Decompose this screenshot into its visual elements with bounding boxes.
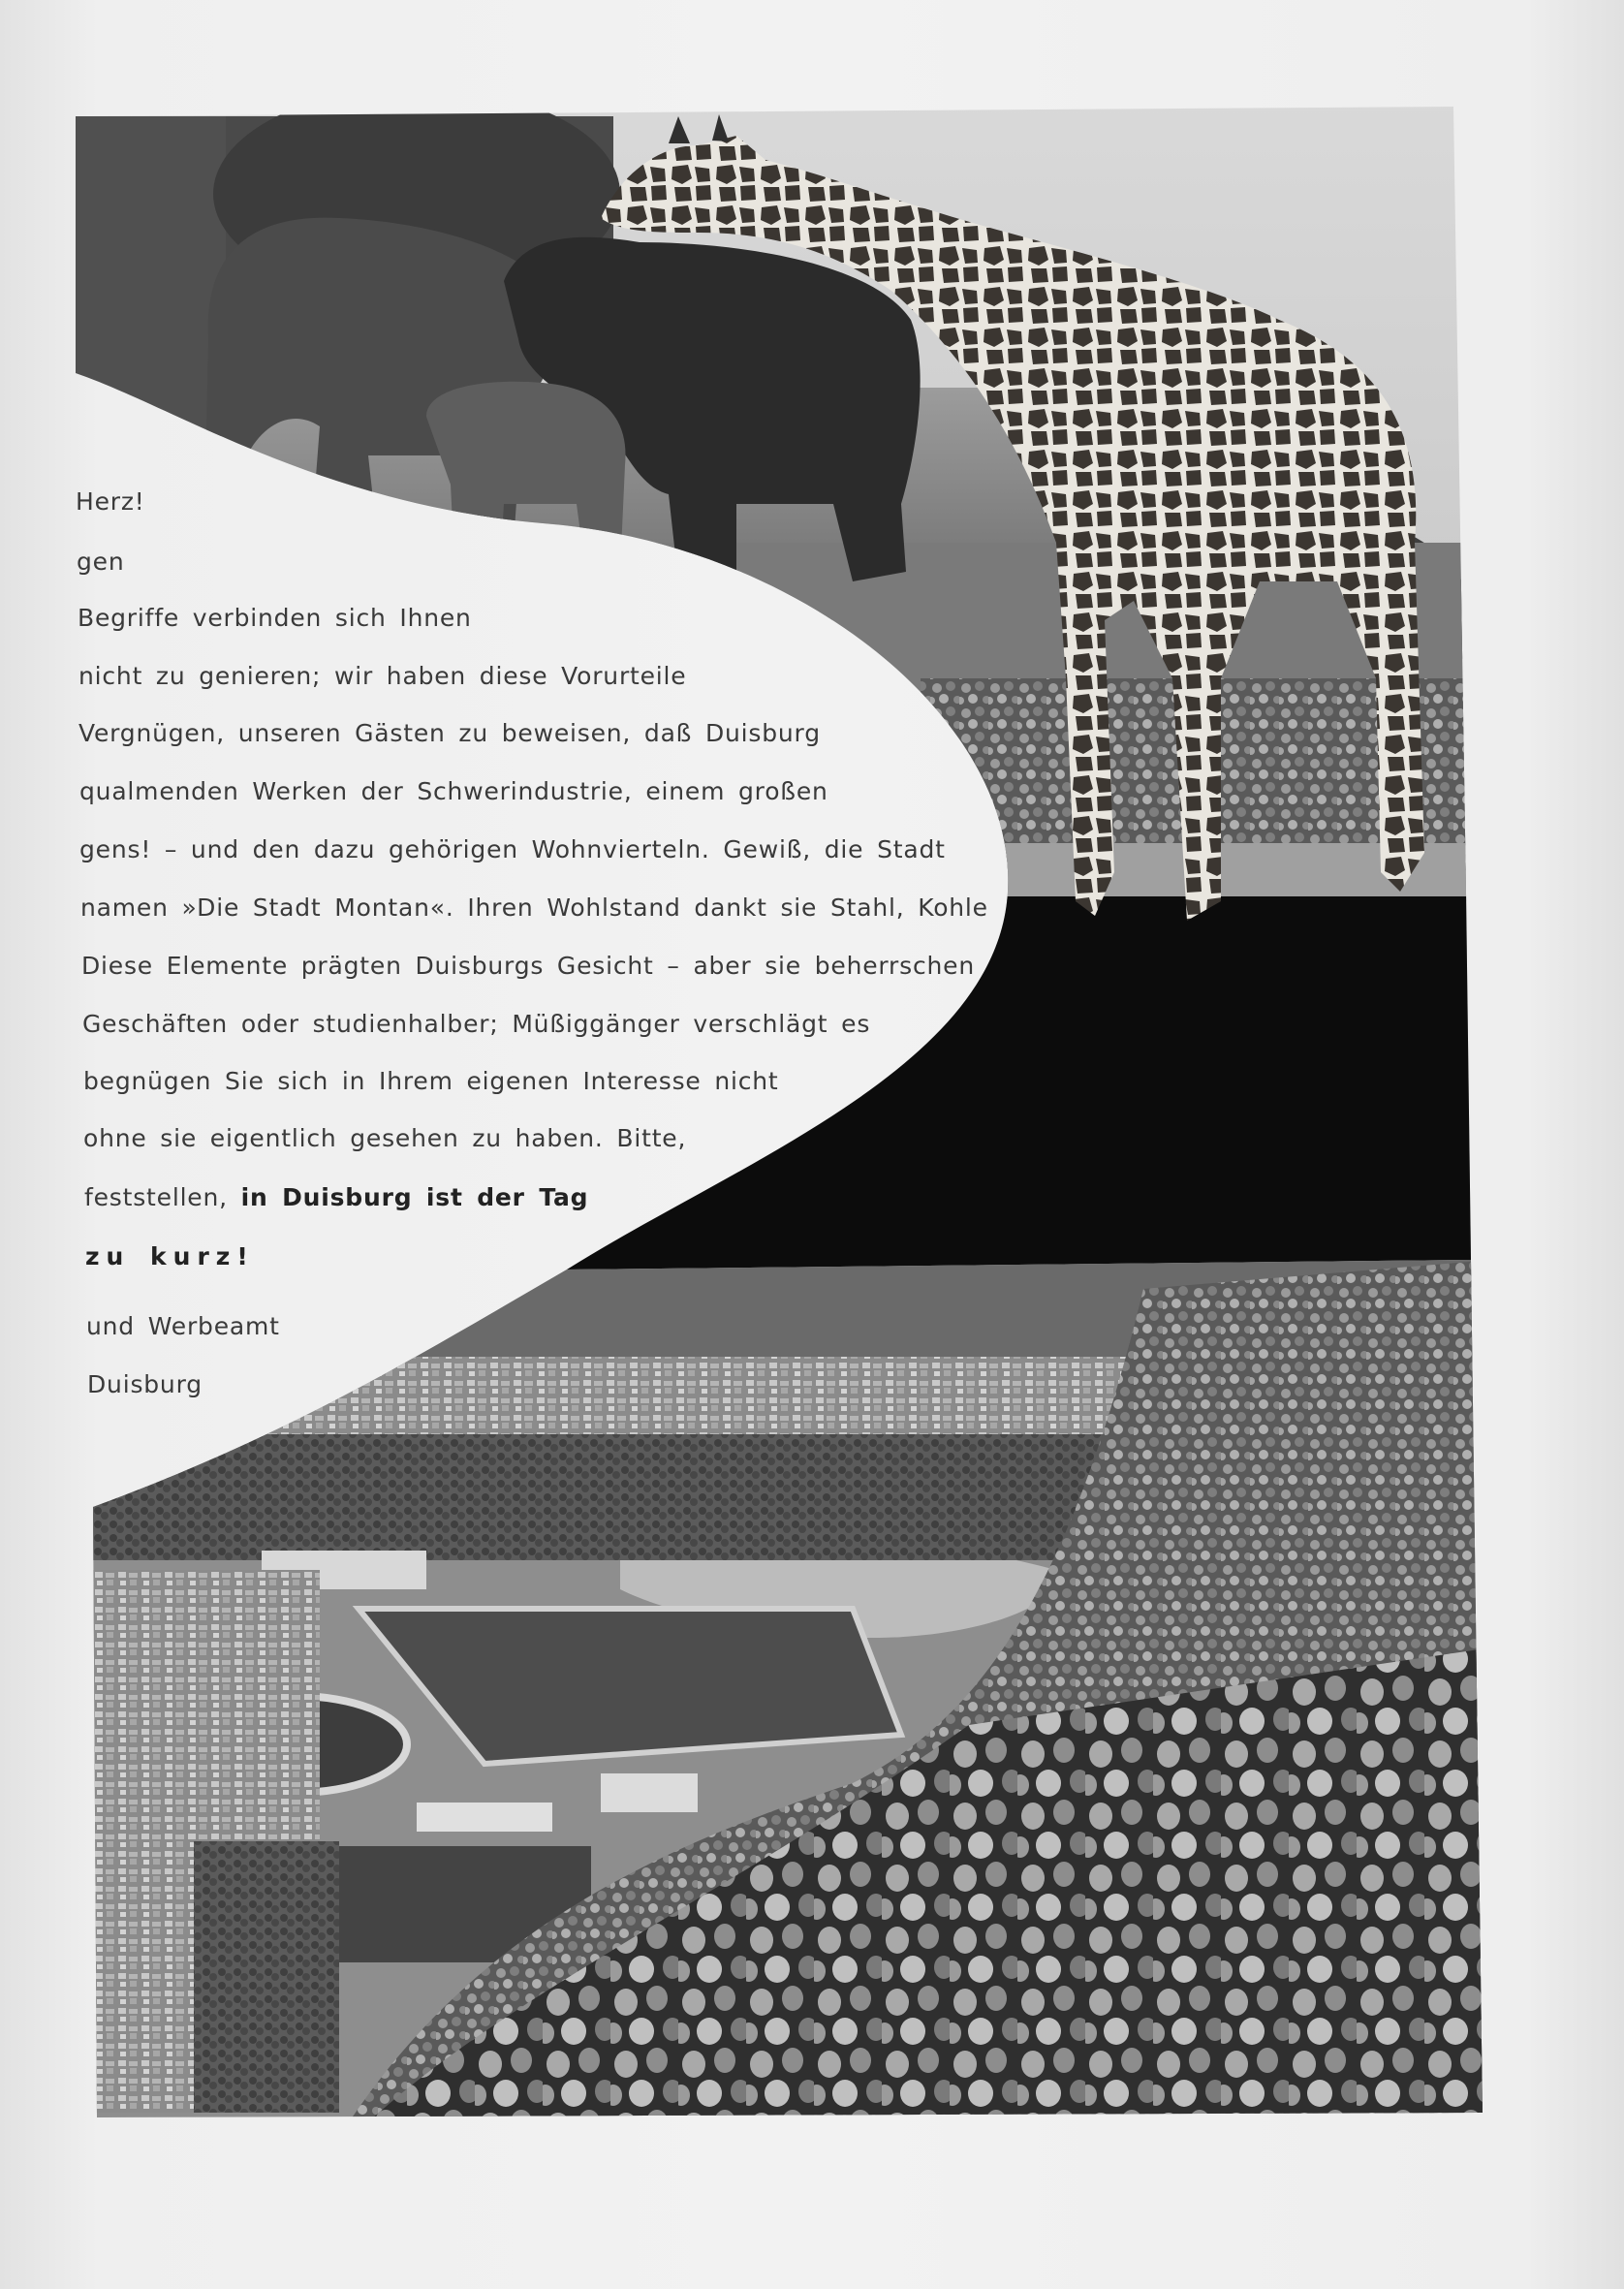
text-line-1: Herz! <box>76 487 145 516</box>
text-line-2: gen <box>77 548 125 576</box>
text-line-13-normal: feststellen, <box>84 1183 241 1211</box>
text-line-14: zu kurz! <box>85 1242 255 1270</box>
text-line-8: namen »Die Stadt Montan«. Ihren Wohlstand dankt sie Stahl, Kohle <box>80 894 988 922</box>
text-line-12: ohne sie eigentlich gesehen zu haben. Bitte, <box>83 1124 687 1152</box>
text-line-5: Vergnügen, unseren Gästen zu beweisen, daß Duisburg <box>78 719 821 747</box>
text-line-7: gens! – und den dazu gehörigen Wohnvierteln. Gewiß, die Stadt <box>79 835 946 863</box>
text-line-16: Duisburg <box>87 1370 203 1398</box>
text-line-3: Begriffe verbinden sich Ihnen <box>78 604 472 632</box>
text-line-4: nicht zu genieren; wir haben diese Vorurteile <box>78 662 687 690</box>
text-line-13 <box>84 1183 588 1211</box>
text-line-9: Diese Elemente prägten Duisburgs Gesicht – aber sie beherrschen <box>81 952 975 980</box>
text-line-15: und Werbeamt <box>86 1312 280 1340</box>
text-line-6: qualmenden Werken der Schwerindustrie, einem großen <box>79 777 828 805</box>
stadium-aerial-and-crowd-photo <box>78 1250 1492 2122</box>
text-line-10: Geschäften oder studienhalber; Müßiggänger verschlägt es <box>82 1010 871 1038</box>
text-line-13-bold: in Duisburg ist der Tag <box>240 1183 589 1211</box>
text-line-11: begnügen Sie sich in Ihrem eigenen Interesse nicht <box>83 1067 779 1095</box>
